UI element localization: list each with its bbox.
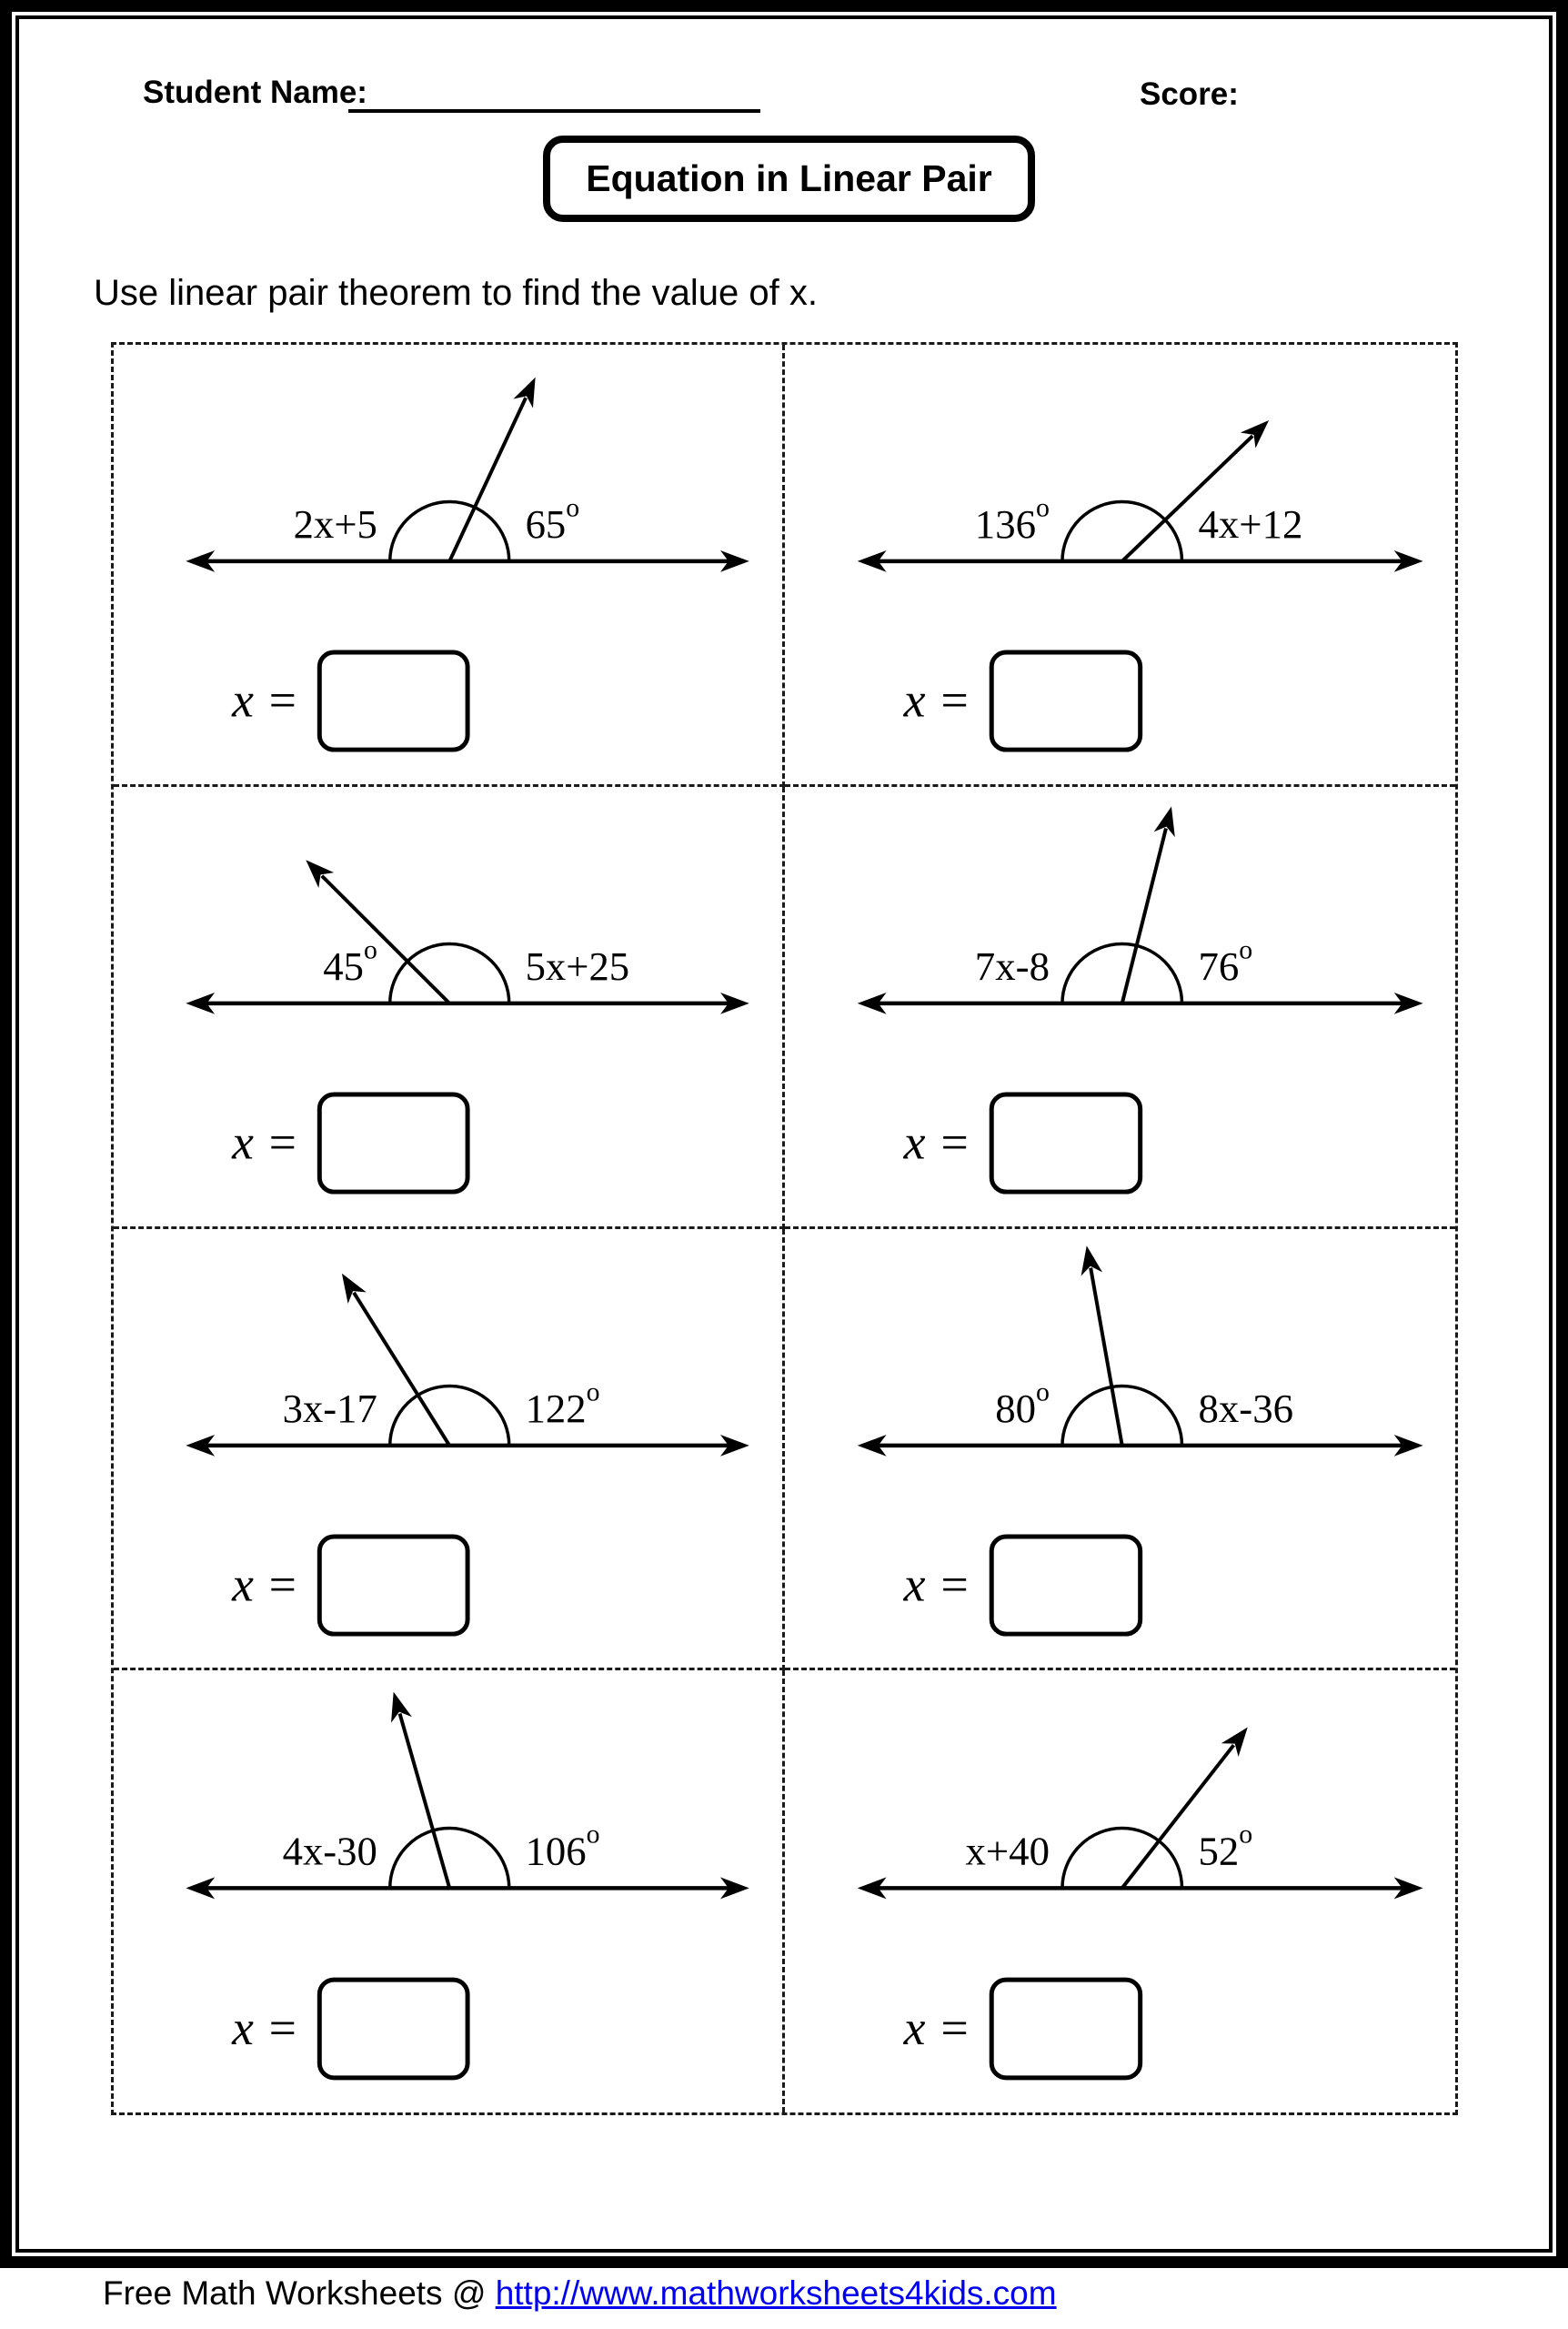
right-angle-label: 122$^o$: [525, 1376, 600, 1431]
right-angle-label: 106$^o$: [525, 1819, 600, 1874]
right-angle-label: 76$^o$: [1197, 934, 1252, 989]
problem-cell: [114, 345, 785, 787]
problem-diagram: [114, 787, 782, 1226]
left-angle-label: 45$^o$: [323, 934, 377, 989]
problem-cell: [785, 345, 1456, 787]
problem-cell: [785, 787, 1456, 1229]
answer-box[interactable]: [319, 1980, 467, 2078]
answer-box[interactable]: [991, 1980, 1140, 2078]
problem-cell: [114, 1670, 785, 2112]
right-angle-label: 4x+12: [1197, 501, 1302, 548]
answer-prefix: x =: [903, 1557, 970, 1611]
answer-prefix: x =: [232, 1556, 299, 1611]
problem-diagram: [785, 345, 1456, 784]
angle-arc: [390, 501, 509, 560]
footer-text: Free Math Worksheets @: [103, 2274, 496, 2312]
left-angle-label: 3x-17: [282, 1385, 377, 1431]
answer-box[interactable]: [991, 1537, 1140, 1634]
angle-arc: [390, 943, 509, 1003]
angle-ray: [449, 398, 526, 561]
left-angle-label: 7x-8: [974, 943, 1050, 989]
angle-ray: [1091, 1267, 1122, 1445]
right-angle-label: 65$^o$: [525, 492, 580, 548]
problem-cell: [785, 1670, 1456, 2112]
problem-diagram: [785, 1229, 1456, 1669]
right-angle-label: 5x+25: [525, 943, 630, 989]
problems-grid: [111, 342, 1458, 2115]
ray-arrowhead-icon: [342, 1273, 367, 1303]
problem-cell: [785, 1229, 1456, 1671]
left-angle-label: 4x-30: [282, 1828, 377, 1874]
answer-prefix: x =: [903, 2001, 970, 2056]
left-angle-label: 2x+5: [293, 501, 377, 548]
score-label: Score:: [1140, 76, 1239, 112]
title-box: [543, 136, 1035, 222]
left-angle-label: x+40: [964, 1828, 1050, 1874]
answer-prefix: x =: [903, 672, 970, 728]
answer-prefix: x =: [232, 672, 299, 728]
student-name-label: Student Name:: [143, 75, 367, 110]
angle-ray: [400, 1714, 450, 1889]
answer-prefix: x =: [232, 2001, 299, 2056]
problem-cell: [114, 1229, 785, 1671]
right-angle-label: 8x-36: [1197, 1385, 1293, 1431]
problem-diagram: [785, 787, 1456, 1226]
student-name-field[interactable]: [348, 78, 760, 113]
answer-box[interactable]: [991, 1094, 1140, 1192]
problem-diagram: [114, 1670, 782, 2112]
problem-diagram: [114, 1229, 782, 1669]
page-title: Equation in Linear Pair: [586, 157, 992, 199]
problem-diagram: [114, 345, 782, 784]
footer: [103, 2274, 1057, 2313]
angle-ray: [1121, 828, 1165, 1003]
answer-box[interactable]: [319, 1537, 467, 1634]
answer-box[interactable]: [319, 652, 467, 750]
angle-arc: [390, 1386, 509, 1445]
footer-link[interactable]: http://www.mathworksheets4kids.com: [495, 2274, 1057, 2312]
left-angle-label: 136$^o$: [974, 492, 1050, 548]
problem-diagram: [785, 1670, 1456, 2112]
answer-prefix: x =: [232, 1114, 299, 1170]
angle-arc: [390, 1829, 509, 1889]
answer-box[interactable]: [319, 1094, 467, 1192]
left-angle-label: 80$^o$: [994, 1376, 1050, 1431]
angle-arc: [1061, 501, 1181, 560]
right-angle-label: 52$^o$: [1197, 1819, 1252, 1874]
instruction-text: Use linear pair theorem to find the value of x.: [94, 273, 818, 313]
problem-cell: [114, 787, 785, 1229]
ray-arrowhead-icon: [1221, 1728, 1247, 1758]
answer-prefix: x =: [903, 1114, 970, 1170]
angle-arc: [1061, 943, 1181, 1003]
answer-box[interactable]: [991, 652, 1140, 750]
